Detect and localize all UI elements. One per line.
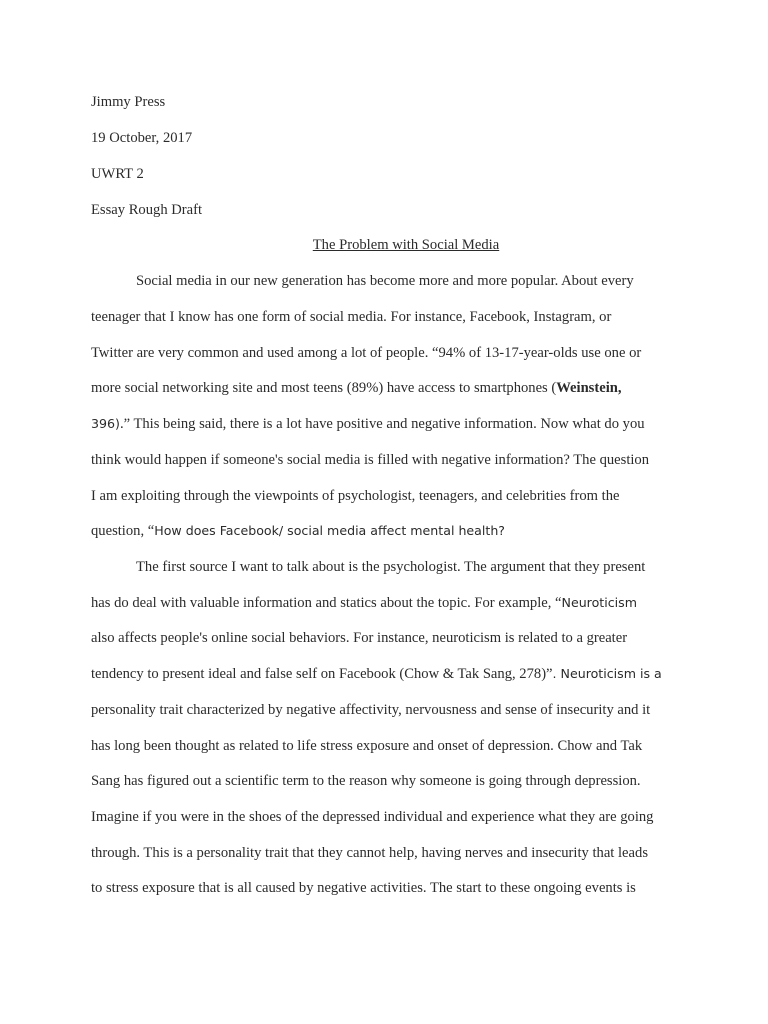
paragraph2-line10: to stress exposure that is all caused by negative activities. The start to these ongoing events is <box>91 880 636 896</box>
paragraph2-line4-text: tendency to present ideal and false self on Facebook (Chow & Tak Sang, 278)” <box>91 666 553 682</box>
paragraph2-line6: has long been thought as related to life stress exposure and onset of depression. Chow and Tak <box>91 738 643 754</box>
paragraph1-line1: Social media in our new generation has become more and more popular. About every <box>136 273 634 289</box>
paragraph1-line4-text: more social networking site and most teens (89%) have access to smartphones ( <box>91 380 557 396</box>
paragraph1-line5 <box>91 415 645 433</box>
paragraph2-line9: through. This is a personality trait that they cannot help, having nerves and insecurity that leads <box>91 845 648 861</box>
neuroticism-term: Neuroticism <box>561 595 637 610</box>
paragraph2-line1: The first source I want to talk about is the psychologist. The argument that they present <box>136 559 646 575</box>
paragraph2-line7: Sang has figured out a scientific term to the reason why someone is going through depression. <box>91 773 641 789</box>
paragraph2-line5: personality trait characterized by negative affectivity, nervousness and sense of insecurity and it <box>91 702 651 718</box>
paragraph1-line2: teenager that I know has one form of social media. For instance, Facebook, Instagram, or <box>91 309 612 325</box>
paragraph1-line7: I am exploiting through the viewpoints of psychologist, teenagers, and celebrities from the <box>91 488 620 504</box>
essay-title: The Problem with Social Media <box>312 237 500 253</box>
research-question: How does Facebook/ social media affect mental health? <box>154 523 505 538</box>
essay-date: 19 October, 2017 <box>91 130 193 146</box>
paragraph2-line2 <box>91 594 637 612</box>
paragraph1-line8 <box>91 522 505 540</box>
citation-weinstein: Weinstein, <box>556 380 622 396</box>
paragraph1-line3: Twitter are very common and used among a lot of people. “94% of 13-17-year-olds use one or <box>91 345 642 361</box>
paragraph2-line3: also affects people's online social behaviors. For instance, neuroticism is related to a greater <box>91 630 628 646</box>
paragraph2-line2-text: has do deal with valuable information and statics about the topic. For example, “ <box>91 595 562 611</box>
assignment-name: Essay Rough Draft <box>91 202 203 218</box>
author-name: Jimmy Press <box>91 94 166 110</box>
paragraph2-line8: Imagine if you were in the shoes of the depressed individual and experience what they are going <box>91 809 654 825</box>
paragraph1-line6: think would happen if someone's social media is filled with negative information? The question <box>91 452 650 468</box>
paragraph1-line4 <box>91 379 622 397</box>
citation-page: 396) <box>91 416 120 431</box>
paragraph2-line4 <box>91 665 662 683</box>
paragraph1-line5-text: .” This being said, there is a lot have positive and negative information. Now what do you <box>119 416 645 432</box>
paragraph2-line4-alt: . Neuroticism is a <box>552 666 662 681</box>
paragraph1-line8-text: question, “ <box>91 523 155 539</box>
course-name: UWRT 2 <box>91 166 144 182</box>
